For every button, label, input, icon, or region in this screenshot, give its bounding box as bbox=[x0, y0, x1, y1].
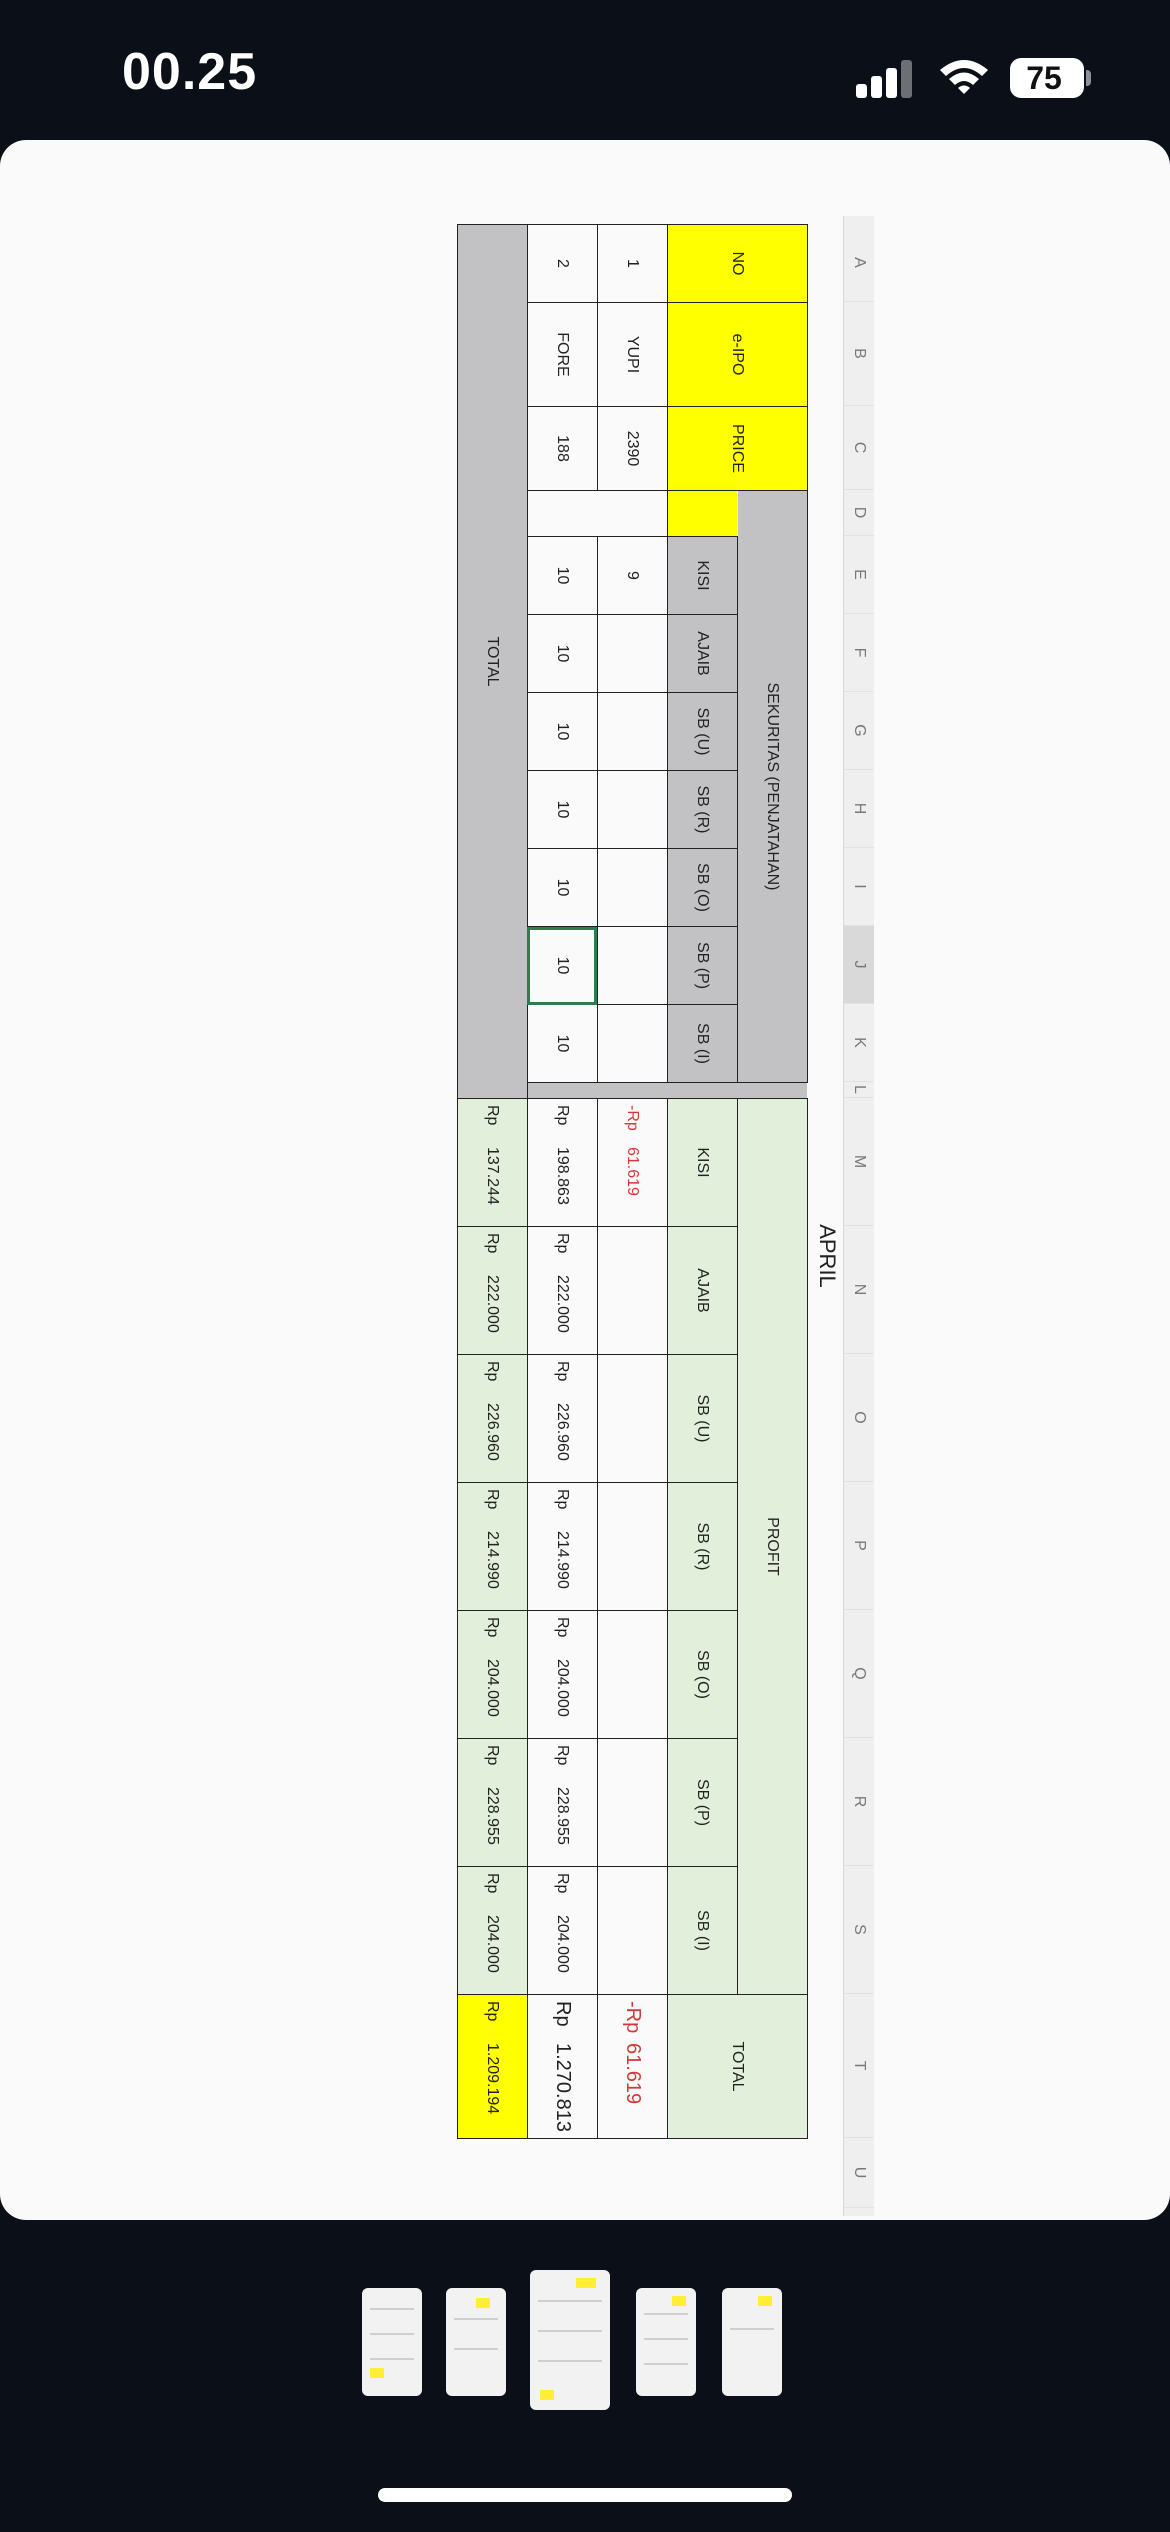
column-letter-i[interactable]: I bbox=[844, 848, 874, 926]
profit-header-sbu: SB (U) bbox=[668, 1355, 738, 1483]
total-ajaib[interactable] bbox=[458, 1227, 528, 1355]
cell-profit-sbp[interactable] bbox=[598, 1739, 668, 1867]
column-letter-n[interactable]: N bbox=[844, 1226, 874, 1354]
thumbnail-strip bbox=[0, 2268, 1170, 2418]
column-letter-t[interactable]: T bbox=[844, 1994, 874, 2138]
sheet-title: APRIL bbox=[815, 1224, 840, 1288]
cell-allot-sbo[interactable] bbox=[598, 849, 668, 927]
cell-eipo[interactable]: YUPI bbox=[598, 303, 668, 407]
thumbnail-1[interactable] bbox=[362, 2288, 422, 2396]
currency-label: Rp bbox=[484, 1489, 502, 1510]
cell-allot-sbu[interactable]: 10 bbox=[528, 693, 598, 771]
cell-allot-sbu[interactable] bbox=[598, 693, 668, 771]
total-sbu[interactable] bbox=[458, 1355, 528, 1483]
cell-profit-sbo[interactable] bbox=[528, 1611, 598, 1739]
cell-allot-sbo[interactable]: 10 bbox=[528, 849, 598, 927]
cell-no[interactable]: 1 bbox=[598, 225, 668, 303]
cell-allot-sbp-selected[interactable]: 10 bbox=[528, 927, 598, 1005]
column-letter-c[interactable]: C bbox=[844, 406, 874, 490]
profit-header-ajaib: AJAIB bbox=[668, 1227, 738, 1355]
total-value: 222.000 bbox=[484, 1275, 502, 1333]
clock: 00.25 bbox=[122, 43, 258, 101]
currency-label: -Rp bbox=[622, 2001, 644, 2034]
total-value: 204.000 bbox=[484, 1915, 502, 1973]
grand-total-value: 1.209.194 bbox=[484, 2043, 502, 2115]
total-sbi[interactable] bbox=[458, 1867, 528, 1995]
row-total-value: 1.270.813 bbox=[552, 2043, 574, 2132]
spreadsheet-photo bbox=[364, 216, 874, 2216]
header-broker-sbr: SB (R) bbox=[668, 771, 738, 849]
column-letter-b[interactable]: B bbox=[844, 302, 874, 406]
total-value: 226.960 bbox=[484, 1403, 502, 1461]
currency-label: Rp bbox=[484, 1617, 502, 1638]
total-value: 137.244 bbox=[484, 1147, 502, 1205]
total-sbo[interactable] bbox=[458, 1611, 528, 1739]
total-row bbox=[458, 225, 528, 2139]
grand-total[interactable] bbox=[458, 1995, 528, 2139]
total-value: 214.990 bbox=[484, 1531, 502, 1589]
currency-label: Rp bbox=[554, 1745, 572, 1766]
cell-profit-ajaib[interactable] bbox=[528, 1227, 598, 1355]
header-sekuritas: SEKURITAS (PENJATAHAN) bbox=[738, 491, 808, 1083]
cell-blank[interactable] bbox=[528, 491, 598, 537]
currency-label: Rp bbox=[554, 1873, 572, 1894]
column-header-bar bbox=[843, 216, 874, 2216]
cell-profit-ajaib[interactable] bbox=[598, 1227, 668, 1355]
profit-header-sbr: SB (R) bbox=[668, 1483, 738, 1611]
cell-eipo[interactable]: FORE bbox=[528, 303, 598, 407]
column-letter-e[interactable]: E bbox=[844, 536, 874, 614]
profit-value: 228.955 bbox=[554, 1787, 572, 1845]
home-indicator[interactable] bbox=[378, 2488, 792, 2502]
header-broker-sbo: SB (O) bbox=[668, 849, 738, 927]
currency-label: Rp bbox=[554, 1233, 572, 1254]
profit-header-sbo: SB (O) bbox=[668, 1611, 738, 1739]
cell-row-total[interactable] bbox=[528, 1995, 598, 2139]
wifi-icon bbox=[938, 56, 990, 96]
thumbnail-2[interactable] bbox=[446, 2288, 506, 2396]
cell-allot-kisi[interactable]: 10 bbox=[528, 537, 598, 615]
profit-value: 226.960 bbox=[554, 1403, 572, 1461]
thumbnail-3-active[interactable] bbox=[530, 2270, 610, 2410]
cell-profit-kisi[interactable] bbox=[598, 1099, 668, 1227]
total-sbp[interactable] bbox=[458, 1739, 528, 1867]
column-letter-o[interactable]: O bbox=[844, 1354, 874, 1482]
currency-label: Rp bbox=[484, 1233, 502, 1254]
header-eipo: e-IPO bbox=[668, 303, 808, 407]
column-letter-h[interactable]: H bbox=[844, 770, 874, 848]
header-profit: PROFIT bbox=[738, 1099, 808, 1995]
cell-profit-sbi[interactable] bbox=[598, 1867, 668, 1995]
column-letter-g[interactable]: G bbox=[844, 692, 874, 770]
total-kisi[interactable] bbox=[458, 1099, 528, 1227]
header-total: TOTAL bbox=[668, 1995, 808, 2139]
total-sbr[interactable] bbox=[458, 1483, 528, 1611]
cell-allot-sbr[interactable] bbox=[598, 771, 668, 849]
column-letter-d[interactable]: D bbox=[844, 490, 874, 536]
table-row bbox=[528, 225, 598, 2139]
currency-label: Rp bbox=[484, 1361, 502, 1382]
column-letter-j[interactable]: J bbox=[844, 926, 874, 1004]
total-label: TOTAL bbox=[458, 225, 528, 1099]
currency-label: Rp bbox=[484, 1873, 502, 1894]
currency-label: Rp bbox=[554, 1617, 572, 1638]
header-blank-d bbox=[668, 491, 738, 537]
profit-value: 214.990 bbox=[554, 1531, 572, 1589]
column-letter-u[interactable]: U bbox=[844, 2138, 874, 2208]
profit-header-sbp: SB (P) bbox=[668, 1739, 738, 1867]
cell-no[interactable]: 2 bbox=[528, 225, 598, 303]
cell-profit-sbo[interactable] bbox=[598, 1611, 668, 1739]
cell-blank[interactable] bbox=[598, 491, 668, 537]
currency-label: Rp bbox=[554, 1489, 572, 1510]
cell-price[interactable]: 2390 bbox=[598, 407, 668, 491]
column-letter-k[interactable]: K bbox=[844, 1004, 874, 1082]
thumbnail-4[interactable] bbox=[636, 2288, 696, 2396]
profit-header-kisi: KISI bbox=[668, 1099, 738, 1227]
currency-label: Rp bbox=[554, 1105, 572, 1126]
column-letter-s[interactable]: S bbox=[844, 1866, 874, 1994]
currency-label: Rp bbox=[484, 1105, 502, 1126]
cell-allot-sbr[interactable]: 10 bbox=[528, 771, 598, 849]
cell-profit-sbu[interactable] bbox=[598, 1355, 668, 1483]
cellular-signal-icon bbox=[856, 58, 916, 98]
photo-viewer[interactable] bbox=[0, 140, 1170, 2220]
cell-allot-ajaib[interactable]: 10 bbox=[528, 615, 598, 693]
cell-profit-sbi[interactable] bbox=[528, 1867, 598, 1995]
cell-profit-sbr[interactable] bbox=[598, 1483, 668, 1611]
header-broker-ajaib: AJAIB bbox=[668, 615, 738, 693]
battery-icon bbox=[1010, 58, 1084, 98]
total-value: 204.000 bbox=[484, 1659, 502, 1717]
cell-profit-sbp[interactable] bbox=[528, 1739, 598, 1867]
header-no: NO bbox=[668, 225, 808, 303]
cell-allot-sbi[interactable] bbox=[598, 1005, 668, 1083]
spacer-column bbox=[528, 1083, 808, 1099]
column-letter-l[interactable]: L bbox=[844, 1082, 874, 1098]
currency-label: -Rp bbox=[624, 1105, 642, 1131]
header-broker-sbu: SB (U) bbox=[668, 693, 738, 771]
total-value: 228.955 bbox=[484, 1787, 502, 1845]
cell-price[interactable]: 188 bbox=[528, 407, 598, 491]
cell-row-total[interactable] bbox=[598, 1995, 668, 2139]
ipo-profit-table bbox=[457, 224, 808, 2139]
row-total-value: 61.619 bbox=[622, 2043, 644, 2105]
column-letter-m[interactable]: M bbox=[844, 1098, 874, 1226]
column-letter-r[interactable]: R bbox=[844, 1738, 874, 1866]
table-row bbox=[598, 225, 668, 2139]
currency-label: Rp bbox=[552, 2001, 574, 2027]
column-letter-q[interactable]: Q bbox=[844, 1610, 874, 1738]
cell-profit-sbu[interactable] bbox=[528, 1355, 598, 1483]
currency-label: Rp bbox=[484, 2001, 502, 2022]
header-broker-sbp: SB (P) bbox=[668, 927, 738, 1005]
profit-value: 204.000 bbox=[554, 1915, 572, 1973]
profit-header-sbi: SB (I) bbox=[668, 1867, 738, 1995]
thumbnail-5[interactable] bbox=[722, 2288, 782, 2396]
cell-allot-sbi[interactable]: 10 bbox=[528, 1005, 598, 1083]
cell-profit-kisi[interactable] bbox=[528, 1099, 598, 1227]
cell-allot-sbp[interactable] bbox=[598, 927, 668, 1005]
cell-allot-ajaib[interactable] bbox=[598, 615, 668, 693]
profit-value: 222.000 bbox=[554, 1275, 572, 1333]
header-price: PRICE bbox=[668, 407, 808, 491]
column-letter-a[interactable]: A bbox=[844, 224, 874, 302]
column-letter-p[interactable]: P bbox=[844, 1482, 874, 1610]
currency-label: Rp bbox=[484, 1745, 502, 1766]
profit-value: 198.863 bbox=[554, 1147, 572, 1205]
battery-level: 75 bbox=[1026, 60, 1062, 96]
header-broker-sbi: SB (I) bbox=[668, 1005, 738, 1083]
profit-value: 204.000 bbox=[554, 1659, 572, 1717]
cell-allot-kisi[interactable]: 9 bbox=[598, 537, 668, 615]
status-bar bbox=[0, 0, 1170, 140]
header-broker-kisi: KISI bbox=[668, 537, 738, 615]
currency-label: Rp bbox=[554, 1361, 572, 1382]
profit-value: 61.619 bbox=[624, 1147, 642, 1196]
column-letter-f[interactable]: F bbox=[844, 614, 874, 692]
battery-tip bbox=[1086, 70, 1091, 86]
cell-profit-sbr[interactable] bbox=[528, 1483, 598, 1611]
